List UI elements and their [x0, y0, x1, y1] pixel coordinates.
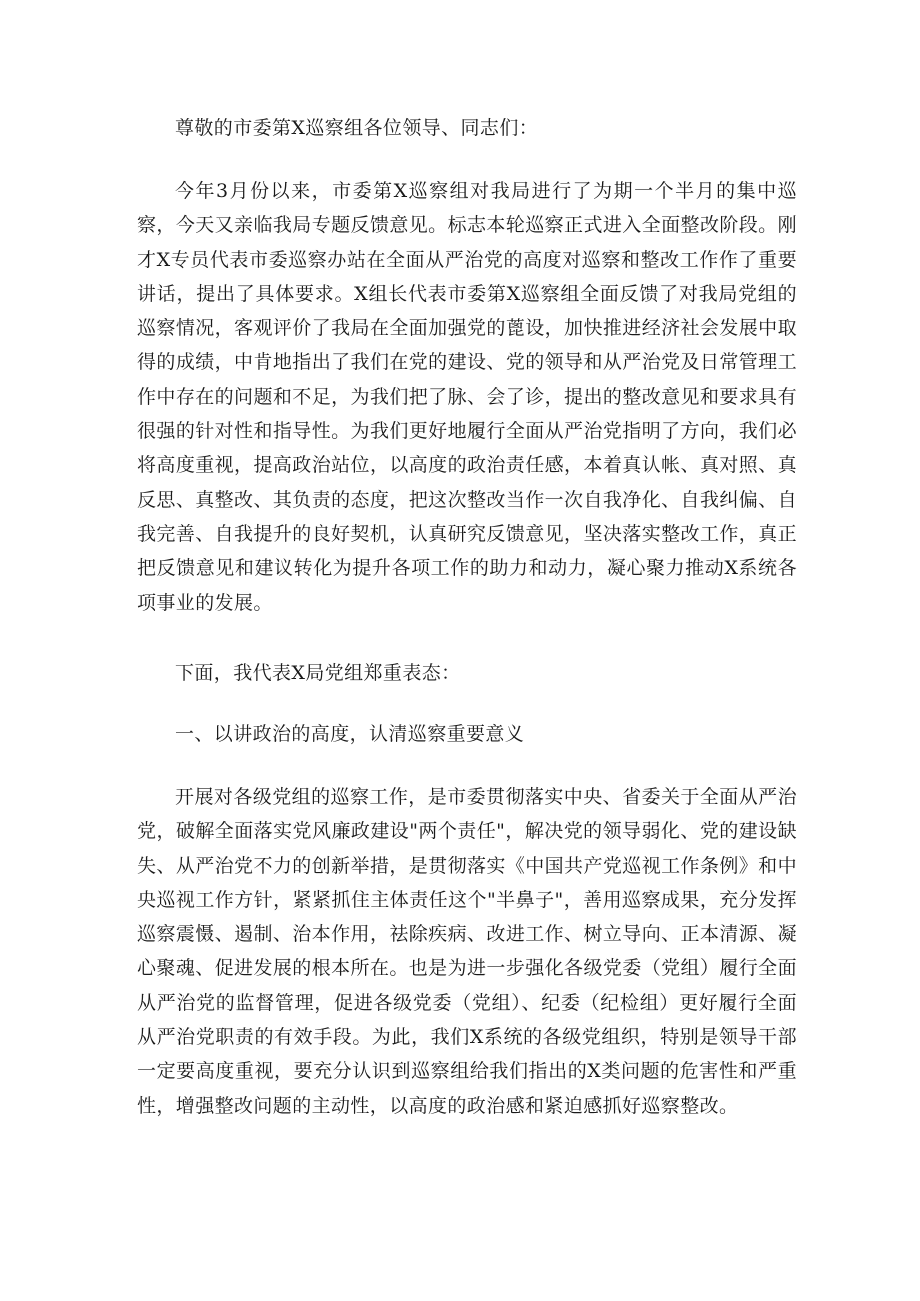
intro-paragraph: 今年3月份以来，市委第X巡察组对我局进行了为期一个半月的集中巡察，今天又亲临我局专题反馈意见。标志本轮巡察正式进入全面整改阶段。刚才X专员代表市委巡察办站在全面从严治党的高度对巡察和整改工作作了重要讲话，提出了具体要求。X组长代表市委第X巡察组全面反馈了对我局党组的巡察情况，客观评价了我局在全面加强党的蓖设，加快推进经济社会发展中取得的成绩，中肯地指出了我们在党的建设、党的领导和从严治党及日常管理工作中存在的问题和不足，为我们把了脉、会了诊，提出的整改意见和要求具有很强的针对性和指导性。为我们更好地履行全面从严治党指明了方向，我们必将高度重视，提高政治站位，以高度的政治责任感，本着真认帐、真对照、真反思、真整改、其负责的态度，把这次整改当作一次自我净化、自我纠偏、自我完善、自我提升的良好契机，认真研究反馈意见，坚决落实整改工作，真正把反馈意见和建议转化为提升各项工作的助力和动力，凝心聚力推动X系统各项事业的发展。	[137, 180, 797, 614]
section-paragraph: 开展对各级党组的巡察工作，是市委贯彻落实中央、省委关于全面从严治党，破解全面落实党风廉政建设"两个责任"，解决党的领导弱化、党的建设缺失、从严治党不力的创新举措，是贯彻落实《中国共产党巡视工作条例》和中央巡视工作方针，紧紧抓住主体责任这个"半鼻子"，善用巡察成果，充分发挥巡察震慑、遏制、治本作用，祛除疾病、改进工作、树立导向、正本清源、凝心聚魂、促进发展的根本所在。也是为进一步强化各级党委（党组）履行全面从严治党的监督管理，促进各级党委（党组）、纪委（纪检组）更好履行全面从严治党职责的有效手段。为此，我们X系统的各级党组织，特别是领导干部一定要高度重视，要充分认识到巡察组给我们指出的X类问题的危害性和严重性，增强整改问题的主动性，以高度的政治感和紧迫感抓好巡察整改。	[137, 786, 797, 1117]
section-heading: 一、以讲政治的高度，认清巡察重要意义	[175, 723, 525, 745]
stance-line: 下面，我代表X局党组郑重表态：	[175, 662, 461, 684]
salutation: 尊敬的市委第X巡察组各位领导、同志们：	[175, 117, 539, 139]
